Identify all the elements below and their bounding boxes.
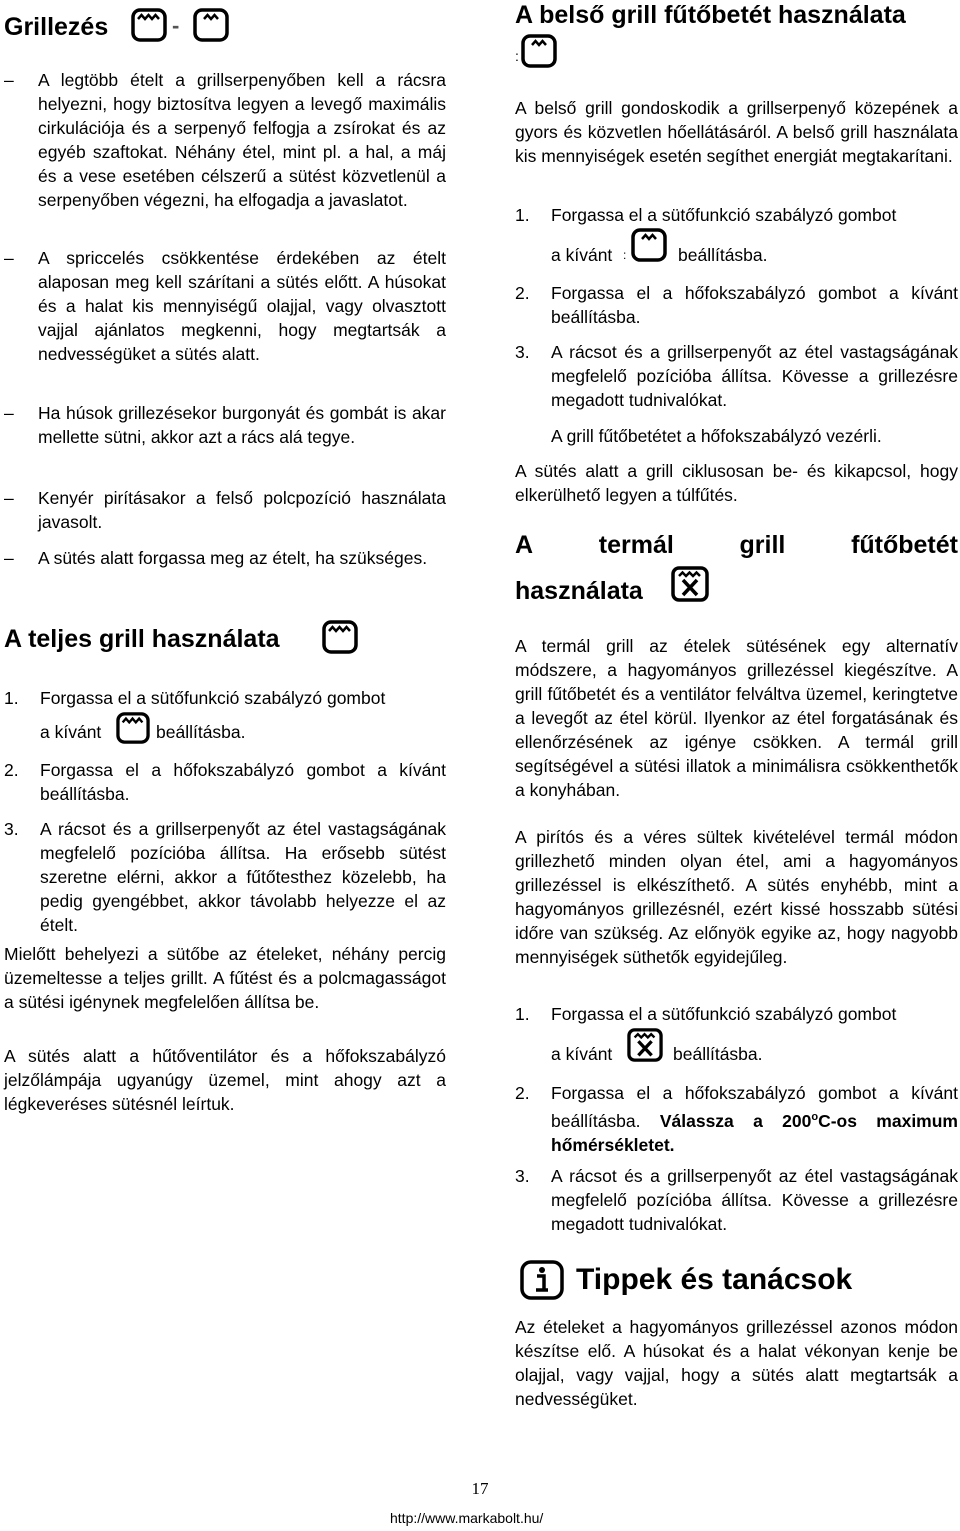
paragraph: A termál grill az ételek sütésének egy alternatív módszere, a hagyományos grillezéssel kiegészítve. A grill fűtőbetét és a ventilátor felváltva üzemel, keringtetve a levegőt az étel körül. Ilyenkor az étel forgatásának és ellenőrzésének az igénye csökken. A termál grill segítségével a sütési illatok a minimálisra csökkenthetők a konyhában. [515, 636, 958, 800]
step-3 [4, 817, 446, 937]
dash-marker: – [4, 488, 14, 508]
page-number: 17 [471, 1479, 489, 1498]
heading-word: fűtőbetét [851, 531, 958, 559]
step-text: Forgassa el a hőfokszabályzó gombot a kívánt beállításba. [40, 760, 446, 804]
inner-grill-icon [521, 34, 557, 68]
step-1-setting-row [551, 228, 951, 264]
step-number: 3. [515, 1166, 530, 1186]
step-number: 3. [4, 819, 19, 839]
step-1-setting-row [551, 1028, 951, 1064]
step-text: Forgassa el a hőfokszabályzó gombot a kívánt beállításba. [551, 1083, 958, 1131]
step-text: beállításba. [673, 1044, 763, 1064]
step-number: 1. [4, 688, 19, 708]
step-text: A rácsot és a grillserpenyőt az étel vastagságának megfelelő pozícióba állítsa. Kövesse a grillezésre megadott tudnivalókat. [551, 1166, 958, 1234]
step-text: A rácsot és a grillserpenyőt az étel vastagságának megfelelő pozícióba állítsa. Ha erősebb sütést szeretne elérni, akkor a fűtőtesthez közelebb, ha pedig gyengébbet, akkor távolabb helyezze el az ételt. [40, 819, 446, 935]
step-2 [4, 758, 446, 806]
step-1 [515, 203, 958, 227]
dash-marker: – [4, 70, 14, 90]
step-3 [515, 340, 958, 412]
heading-word: A [515, 531, 534, 559]
step-text: Forgassa el a sütőfunkció szabályzó gombot [551, 1004, 897, 1024]
bullet-text: A spriccelés csökkentése érdekében az ételt alaposan meg kell szárítani a sütés előtt. A húsokat és a halat kis mennyiségű olajjal, vagy olvasztott vajjal ajánlatos megkenni, hogy megtartsák a nedvességüket a sütés alatt. [38, 248, 446, 364]
paragraph: Mielőtt behelyezi a sütőbe az ételeket, néhány percig üzemeltesse a teljes grillt. A fűtést és a polcmagasságot a sütési igénynek megfelelően állítsa be. [4, 944, 446, 1012]
grilling-title-row [4, 8, 444, 44]
bullet-text: Ha húsok grillezésekor burgonyát és gombát is akar mellette sütni, akkor azt a rács alá tegye. [38, 403, 446, 447]
step-number: 3. [515, 342, 530, 362]
bullet-text: A sütés alatt forgassa meg az ételt, ha szükséges. [38, 548, 428, 568]
bullet-text: Kenyér pirításakor a felső polcpozíció használata javasolt. [38, 488, 446, 532]
section-heading: A belső grill fűtőbetét használata [515, 1, 906, 29]
step-text: Forgassa el a sütőfunkció szabályzó gombot [551, 205, 897, 225]
inner-grill-icon [193, 8, 229, 42]
tips-heading-row [520, 1260, 920, 1302]
degree-sup: o [811, 1111, 819, 1123]
section-heading: A teljes grill használata [4, 625, 280, 653]
footer-url[interactable]: http://www.markabolt.hu/ [390, 1510, 544, 1526]
section-heading: Tippek és tanácsok [576, 1263, 853, 1296]
step-1 [515, 1002, 958, 1026]
section-heading: használata [515, 577, 643, 605]
step-number: 2. [515, 1083, 530, 1103]
step-text: a kívánt [551, 1044, 613, 1064]
step-text: a kívánt [40, 722, 102, 742]
full-grill-icon [131, 8, 167, 42]
step-3 [515, 1164, 958, 1236]
step-text: Forgassa el a sütőfunkció szabályzó gombot [40, 688, 386, 708]
thermal-grill-icon [627, 1028, 663, 1062]
inner-grill-icon [631, 228, 667, 262]
step-number: 2. [515, 283, 530, 303]
step-text: Forgassa el a hőfokszabályzó gombot a kívánt beállításba. [551, 283, 958, 327]
paragraph: A belső grill gondoskodik a grillserpenyő közepének a gyors és közvetlen hőellátásáról. A belső grill használata kis mennyiségek esetén segíthet energiát megtakarítani. [515, 98, 958, 166]
step-text: beállításba. [678, 245, 768, 265]
info-icon [520, 1260, 564, 1300]
step-emphasis-b: C-os maximum hőmérsékletet. [551, 1110, 958, 1155]
step-number: 1. [515, 1004, 530, 1024]
full-grill-heading-row [4, 620, 444, 656]
step-1-setting-row [40, 712, 440, 746]
list-item [4, 401, 446, 449]
thermal-grill-icon [671, 566, 709, 602]
heading-colon: : [515, 48, 519, 64]
step-text: a kívánt [551, 245, 613, 265]
paragraph: A sütés alatt a hűtőventilátor és a hőfokszabályzó jelzőlámpája ugyanúgy üzemel, mint ahogy azt a légkeveréses sütésnél leírtuk. [4, 1046, 446, 1114]
list-item [4, 546, 446, 570]
paragraph: A sütés alatt a grill ciklusosan be- és kikapcsol, hogy elkerülhető legyen a túlfűtés. [515, 461, 958, 505]
step-text-group [551, 1081, 958, 1157]
step-2 [515, 281, 958, 329]
step-1 [4, 686, 446, 710]
heading-word: grill [739, 531, 786, 559]
step-text: beállításba. [156, 722, 246, 742]
step-number: 1. [515, 205, 530, 225]
dash-marker: – [4, 403, 14, 423]
bullet-text: A legtöbb ételt a grillserpenyőben kell a rácsra helyezni, hogy biztosítva legyen a levegő maximális cirkulációja és a serpenyő felfogja a zsírokat és az egyéb szaftokat. Néhány étel, mint pl. a hal, a máj és a vese esetében célszerű a sütést közvetlenül a serpenyőben végezni, ha elfogadja a javaslatot. [38, 70, 446, 210]
paragraph: A pirítós és a véres sültek kivételével termál módon grillezhető minden olyan étel, ami a hagyományos grillezéssel is elkészíthető. A sütés enyhébb, mint a hagyományos grillezésnél, ezért kissé hosszabb sütési időre van szükség. Az előnyök egyike az, hogy nagyobb mennyiségek süthetők egyidejűleg. [515, 827, 958, 967]
dash-marker: – [4, 548, 14, 568]
full-grill-icon [116, 712, 150, 744]
full-grill-icon [322, 620, 358, 654]
title-dash: - [172, 13, 180, 38]
step-colon: : [623, 248, 627, 262]
paragraph: Az ételeket a hagyományos grillezéssel azonos módon készítse elő. A húsokat és a halat vékonyan kenje be olajjal, vagy vajjal, hogy a sütés alatt megtartsák a nedvességüket. [515, 1317, 958, 1409]
heading-word: termál [598, 531, 674, 559]
dash-marker: – [4, 248, 14, 268]
list-item [4, 246, 446, 366]
step-number: 2. [4, 760, 19, 780]
list-item [4, 68, 446, 212]
thermal-grill-heading-line2 [515, 566, 775, 606]
heading-icon-row [515, 34, 575, 68]
page-title: Grillezés [4, 13, 109, 41]
list-item [4, 486, 446, 534]
step-note: A grill fűtőbetétet a hőfokszabályzó vezérli. [551, 426, 882, 446]
step-text: A rácsot és a grillserpenyőt az étel vastagságának megfelelő pozícióba állítsa. Kövesse a grillezésre megadott tudnivalókat. [551, 342, 958, 410]
step-2 [515, 1081, 958, 1157]
thermal-grill-heading-line1 [515, 530, 958, 560]
step-emphasis-a: Válassza a 200 [659, 1110, 812, 1131]
